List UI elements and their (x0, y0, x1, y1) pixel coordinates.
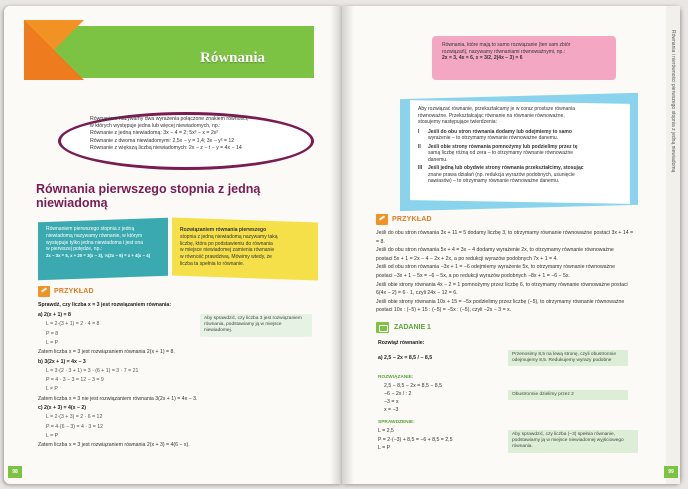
task-icon (376, 322, 389, 333)
text-line: postaci 10x : (−5) + 15 : (−5) = −5x : (−5), czyli −2x − 3 = x. (376, 307, 512, 314)
theorem-item (418, 178, 628, 185)
text-line: −6 − 2x / : 2 (384, 391, 412, 397)
example-line: L = P (46, 432, 59, 439)
text-line: Jeśli obie strony równania 10x + 15 = −5x podzielimy przez liczbę (−5), to otrzymamy równanie równoważne (376, 298, 625, 305)
page-title: Równania (200, 50, 266, 66)
example-line: L = 2·(3 + 1) = 2 · 4 = 8 (46, 321, 100, 328)
pink-line: Równania, które mają to samo rozwiązanie (ten sam zbiór (442, 42, 571, 48)
pink-line: rozwiązań), nazywamy równaniami równoważnymi, np.: (442, 48, 566, 55)
text-line: = 8. (376, 238, 385, 245)
definition-line: Równanie z dwoma niewiadomymi: 2,5x − y = 1,4; 3x − y² = 12 (90, 137, 235, 144)
definition-line: Równanie z większą liczbą niewiadomych: 2x − z − t − y = 4x − 14 (90, 144, 242, 151)
definition-text (90, 116, 295, 152)
title-sheet (84, 38, 302, 72)
theorems-text (418, 106, 628, 185)
yellow-line: stopnia z jedną niewiadomą nazywamy taką (180, 233, 278, 240)
task-note: Aby sprawdzić, czy liczba (−3) spełnia równanie, podstawiamy ją w miejsce niewiadomej wyjściowego równania. (508, 430, 638, 453)
teal-line: niewiadomą nazywamy równanie, w którym (46, 232, 143, 239)
example-line: b) 3(2x + 1) = 4x − 3 (38, 358, 86, 365)
example-line: c) 2(x + 3) = 4(x − 2) (38, 405, 87, 411)
teal-box-text (46, 226, 164, 260)
theorem-number: I (418, 128, 420, 135)
section-title: Równania pierwszego stopnia z jedną niewiadomą (36, 182, 261, 210)
text-line: −3 = x (384, 399, 399, 405)
side-note: Aby sprawdzić, czy liczba 3 jest rozwiązaniem równania, podstawiamy ją w miejsce niewiadomej. (200, 314, 312, 337)
theorem-line: wyrażenie – to otrzymamy równanie równoważne danemu. (428, 135, 559, 141)
pink-line: 2x = 3, 4x = 6, x = 3/2, 2(4x − 3) = 6 (442, 55, 523, 62)
teal-line: 2x − 3x = 5, x + 20 = 3(x − 3), ⅓(2x − 6) = x + 4(x − 4) (46, 253, 151, 259)
theorem-line: samą liczbę różną od zera – to otrzymamy równanie równoważne (428, 150, 574, 156)
yellow-box-text (180, 227, 310, 268)
yellow-line: w miejsce niewiadomej zamienia równanie (180, 247, 275, 254)
example-line: P = 4 · 3 − 3 = 12 − 3 = 9 (46, 377, 104, 384)
pink-box-text (442, 42, 610, 62)
check-heading: SPRAWDZENIE: (378, 420, 415, 425)
theorems-intro: równoważne. Przekształcając równanie na równanie równoważne, (418, 112, 565, 119)
text-line: P = 2·(−3) + 8,5 = −6 + 8,5 = 2,5 (378, 436, 453, 443)
task-note: Przenosimy 8,5 na lewą stronę, czyli obustronnie odejmujemy 8,5. Redukujemy wyrazy podobne (508, 350, 628, 366)
text-line: postaci 5x + 1 = 2x − 4 − 2x + 2x, a po redukcji wyrazów podobnych 7x + 1 = 4. (376, 255, 558, 262)
theorem-line: danemu. (428, 156, 448, 163)
example-pencil-icon (376, 214, 388, 225)
definition-line: Równanie z jedną niewiadomą: 3x − 4 = 2; 5x³ − x = 2x² (90, 130, 219, 137)
example-pencil-icon (38, 286, 50, 297)
example-line: L = P (46, 339, 59, 346)
text-line: Jeśli od obu stron równania −3x + 1 = −6 odejmiemy wyrażenie 5x, to otrzymamy równanie równoważne (376, 264, 616, 271)
task-note: Obustronnie dzielimy przez 2 (508, 390, 628, 400)
text-line: Jeśli obie strony równania 4x − 2 = 1 pomnożymy przez liczbę 6, to otrzymamy równanie równoważne postaci (376, 281, 628, 288)
text-line: 2,5 − 8,5 − 2x = 8,5 − 8,5 (384, 383, 442, 389)
theorem-line: Jeśli do obu stron równania dodamy lub odejmiemy to samo (428, 128, 572, 135)
text-line: Jeśli do obu stron równania 3x + 11 = 5 dodamy liczbę 3, to otrzymamy równanie równoważne postaci 3x + 14 = (376, 230, 634, 236)
task-label: ZADANIE 1 (394, 324, 431, 331)
example-line: P = 4·(6 − 3) = 4 · 3 = 12 (46, 423, 104, 430)
teal-line: występuje tylko jedna niewiadoma i jest ona (46, 239, 143, 246)
teal-line: w pierwszej potędze, np.: (46, 246, 103, 253)
theorem-line: nawiasów) – to otrzymamy równanie równoważne danemu. (428, 178, 560, 184)
example-task: Sprawdź, czy liczba x = 3 jest rozwiązaniem równania: (38, 302, 172, 308)
yellow-line: liczba ta spełnia to równanie. (180, 260, 245, 267)
example-line: L = 3·(2 · 3 + 1) = 3 · (6 + 1) = 3 · 7 = 21 (46, 367, 139, 374)
example-label: PRZYKŁAD (392, 216, 432, 223)
solution-heading: ROZWIĄZANIE: (378, 375, 414, 380)
yellow-line: w równość prawdziwą. Mówimy wtedy, że (180, 254, 272, 261)
theorem-line: znane prawa działań (np. redukcja wyrazów podobnych, usunięcie (428, 171, 575, 178)
page-number-right: 99 (664, 466, 678, 478)
theorems-intro: stosujemy następujące twierdzenia: (418, 119, 497, 125)
theorems-intro: Aby rozwiązać równanie, przekształcamy je w coraz prostsze równania (418, 106, 576, 112)
text-line: L = P (378, 445, 391, 451)
text-line: L = 2,5 (378, 428, 394, 434)
text-line: Jeśli do obu stron równania 5x + 4 = 3x − 4 dodamy wyrażenie 2x, to otrzymamy równanie równoważne (376, 247, 614, 254)
text-line: x = −3 (384, 407, 399, 413)
task-intro: Rozwiąż równanie: (378, 340, 425, 346)
example-line: Zatem liczba x = 3 jest rozwiązaniem równania 2(x + 3) = 4(6 − x). (38, 442, 190, 449)
example-line: P = 8 (46, 330, 59, 337)
example-line: Zatem liczba x = 3 nie jest rozwiązaniem równania 3(2x + 1) = 4x − 3. (38, 395, 198, 402)
theorem-number: III (418, 165, 423, 171)
yellow-line: liczbę, która po podstawieniu do równania (180, 240, 273, 247)
text-line: 6(4x − 2) = 6 · 1, czyli 24x − 12 = 6. (376, 290, 458, 297)
orange-corner-shade (24, 20, 84, 80)
example-line: Zatem liczba x = 3 jest rozwiązaniem równania 2(x + 1) = 8. (38, 349, 175, 356)
example-label: PRZYKŁAD (54, 288, 94, 295)
example-line: a) 2(x + 1) = 8 (38, 312, 71, 318)
teal-line: Równaniem pierwszego stopnia z jedną (46, 226, 135, 232)
side-heading: Równania i nierówności pierwszego stopnia z jedną niewiadomą (670, 30, 676, 173)
example-line: L ≠ P (46, 386, 58, 393)
page-number-left: 98 (8, 466, 22, 478)
definition-line: Równaniem nazywamy dwa wyrażenia połączone znakiem równości, (90, 116, 249, 122)
theorem-number: II (418, 143, 421, 150)
definition-line: w których występuje jedna lub więcej niewiadomych, np.: (90, 123, 221, 130)
text-line: postaci −3x + 1 − 5x = −6 − 5x, a po redukcji wyrazów podobnych −8x + 1 = −6 − 5x. (376, 273, 570, 279)
theorem-line: Jeśli jedną lub obydwie strony równania przekształcimy, stosując (428, 165, 584, 171)
example-line: L = 2·(3 + 3) = 2 · 6 = 12 (46, 414, 103, 421)
yellow-line: Rozwiązaniem równania pierwszego (180, 227, 267, 233)
task-equation: a) 2,5 − 2x = 8,5 / − 8,5 (378, 355, 433, 361)
theorem-line: Jeśli obie strony równania pomnożymy lub podzielimy przez tę (428, 143, 578, 150)
